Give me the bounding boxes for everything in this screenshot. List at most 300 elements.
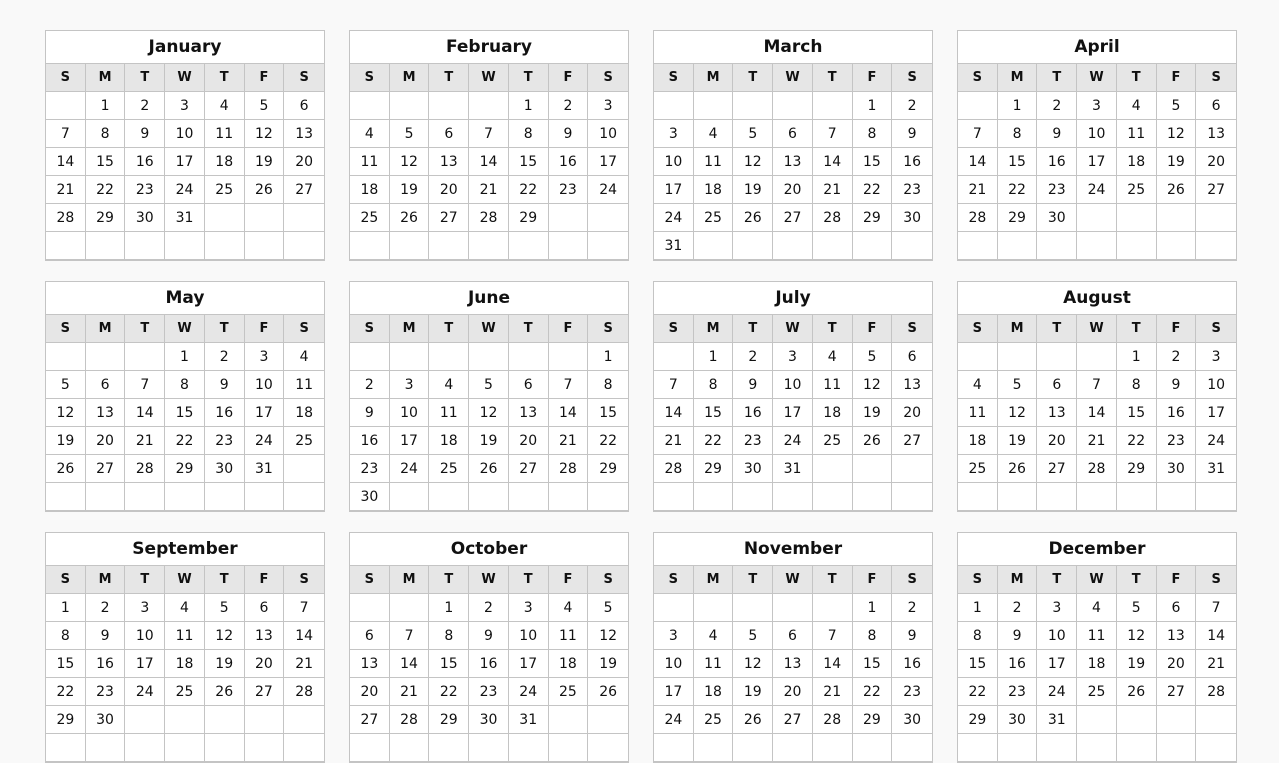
weekday-label: F [245, 315, 285, 343]
day-cell [165, 734, 205, 762]
day-cell: 7 [1077, 371, 1117, 399]
weekday-label: T [733, 64, 773, 92]
day-cell: 7 [469, 120, 509, 148]
weekday-label: W [165, 315, 205, 343]
day-cell [998, 232, 1038, 260]
day-cell [125, 232, 165, 260]
day-cell: 7 [46, 120, 86, 148]
day-cell [1196, 483, 1236, 511]
day-cell: 26 [245, 176, 285, 204]
month-january [45, 30, 325, 261]
day-cell: 23 [892, 678, 932, 706]
day-cell: 4 [350, 120, 390, 148]
day-cell: 30 [998, 706, 1038, 734]
day-cell: 20 [245, 650, 285, 678]
day-cell: 29 [853, 706, 893, 734]
week-row [46, 455, 324, 483]
day-cell [125, 734, 165, 762]
week-row [46, 483, 324, 511]
day-cell: 13 [350, 650, 390, 678]
day-cell: 8 [998, 120, 1038, 148]
weekday-label: S [654, 64, 694, 92]
weekday-label: T [1117, 315, 1157, 343]
day-cell [1077, 483, 1117, 511]
day-cell [813, 594, 853, 622]
day-cell: 25 [1077, 678, 1117, 706]
day-cell: 24 [509, 678, 549, 706]
day-cell: 26 [46, 455, 86, 483]
day-cell: 13 [429, 148, 469, 176]
day-cell: 6 [86, 371, 126, 399]
day-cell: 8 [958, 622, 998, 650]
day-cell: 9 [998, 622, 1038, 650]
day-cell: 11 [694, 650, 734, 678]
day-cell [813, 483, 853, 511]
day-cell: 16 [998, 650, 1038, 678]
day-cell [998, 483, 1038, 511]
day-cell: 1 [165, 343, 205, 371]
day-cell: 15 [958, 650, 998, 678]
day-cell [46, 232, 86, 260]
weekday-label: M [86, 64, 126, 92]
day-cell [958, 343, 998, 371]
day-cell: 29 [1117, 455, 1157, 483]
day-cell [165, 483, 205, 511]
day-cell: 4 [694, 120, 734, 148]
day-cell: 21 [549, 427, 589, 455]
day-cell [733, 734, 773, 762]
week-row [654, 148, 932, 176]
day-cell [853, 734, 893, 762]
weekday-label: S [958, 566, 998, 594]
day-cell: 27 [773, 204, 813, 232]
day-cell: 11 [694, 148, 734, 176]
day-cell [284, 483, 324, 511]
day-cell [46, 343, 86, 371]
weekday-label: M [86, 315, 126, 343]
week-row [350, 92, 628, 120]
day-cell [509, 343, 549, 371]
day-cell: 8 [165, 371, 205, 399]
day-cell: 14 [1196, 622, 1236, 650]
day-cell [1196, 204, 1236, 232]
month-november [653, 532, 933, 763]
day-cell: 24 [1077, 176, 1117, 204]
week-row [46, 120, 324, 148]
day-cell: 28 [390, 706, 430, 734]
day-cell: 28 [46, 204, 86, 232]
week-row [654, 650, 932, 678]
month-july [653, 281, 933, 512]
weekday-label: S [284, 566, 324, 594]
day-cell: 30 [469, 706, 509, 734]
day-cell [125, 706, 165, 734]
day-cell [853, 483, 893, 511]
week-row [350, 120, 628, 148]
day-cell: 15 [429, 650, 469, 678]
day-cell [350, 92, 390, 120]
weekday-label: S [654, 315, 694, 343]
day-cell: 4 [165, 594, 205, 622]
day-cell: 15 [46, 650, 86, 678]
day-cell: 12 [733, 148, 773, 176]
day-cell [853, 455, 893, 483]
day-cell: 25 [165, 678, 205, 706]
day-cell: 23 [86, 678, 126, 706]
day-cell: 10 [165, 120, 205, 148]
day-cell: 17 [245, 399, 285, 427]
day-cell: 2 [892, 92, 932, 120]
day-cell [1077, 734, 1117, 762]
day-cell: 22 [958, 678, 998, 706]
week-row [46, 92, 324, 120]
day-cell: 27 [429, 204, 469, 232]
week-row [654, 706, 932, 734]
day-cell: 17 [1077, 148, 1117, 176]
day-cell: 16 [892, 650, 932, 678]
day-cell: 22 [853, 678, 893, 706]
weekday-label: M [998, 64, 1038, 92]
day-cell [733, 92, 773, 120]
day-cell: 10 [125, 622, 165, 650]
day-cell [86, 483, 126, 511]
day-cell: 1 [853, 92, 893, 120]
weekday-label: F [853, 64, 893, 92]
month-title: June [350, 282, 628, 315]
weekday-label: F [1157, 315, 1197, 343]
day-cell: 11 [284, 371, 324, 399]
week-row [46, 148, 324, 176]
weekday-header [654, 315, 932, 343]
day-cell: 23 [350, 455, 390, 483]
day-cell [654, 92, 694, 120]
weekday-label: S [892, 64, 932, 92]
day-cell: 18 [429, 427, 469, 455]
week-row [350, 734, 628, 762]
weekday-label: T [733, 315, 773, 343]
day-cell: 28 [1196, 678, 1236, 706]
day-cell: 21 [1196, 650, 1236, 678]
weekday-label: S [958, 64, 998, 92]
day-cell: 16 [892, 148, 932, 176]
weekday-header [46, 566, 324, 594]
day-cell: 5 [853, 343, 893, 371]
weekday-label: S [1196, 64, 1236, 92]
week-row [958, 204, 1236, 232]
day-cell: 4 [549, 594, 589, 622]
day-cell: 14 [469, 148, 509, 176]
day-cell [694, 734, 734, 762]
day-cell [892, 455, 932, 483]
week-row [958, 371, 1236, 399]
day-cell: 25 [694, 706, 734, 734]
day-cell: 21 [813, 678, 853, 706]
day-cell: 16 [733, 399, 773, 427]
weekday-label: W [165, 64, 205, 92]
day-cell: 5 [733, 622, 773, 650]
day-cell: 13 [1196, 120, 1236, 148]
day-cell [694, 594, 734, 622]
day-cell: 23 [733, 427, 773, 455]
weekday-label: T [125, 566, 165, 594]
day-cell: 8 [853, 120, 893, 148]
day-cell: 20 [86, 427, 126, 455]
day-cell: 20 [1157, 650, 1197, 678]
day-cell: 18 [694, 176, 734, 204]
day-cell: 6 [509, 371, 549, 399]
day-cell: 6 [350, 622, 390, 650]
day-cell [549, 706, 589, 734]
day-cell: 4 [284, 343, 324, 371]
day-cell: 8 [1117, 371, 1157, 399]
day-cell: 22 [694, 427, 734, 455]
day-cell [733, 483, 773, 511]
weekday-header [958, 315, 1236, 343]
weekday-label: F [549, 566, 589, 594]
day-cell [390, 343, 430, 371]
day-cell: 26 [1117, 678, 1157, 706]
day-cell [853, 232, 893, 260]
weekday-label: F [853, 566, 893, 594]
day-cell: 12 [998, 399, 1038, 427]
day-cell: 15 [509, 148, 549, 176]
day-cell: 23 [205, 427, 245, 455]
weekday-label: T [1037, 566, 1077, 594]
day-cell [773, 483, 813, 511]
day-cell [245, 204, 285, 232]
day-cell: 16 [86, 650, 126, 678]
day-cell [205, 483, 245, 511]
day-cell: 26 [853, 427, 893, 455]
day-cell [205, 232, 245, 260]
day-cell: 13 [86, 399, 126, 427]
day-cell: 11 [1117, 120, 1157, 148]
day-cell: 2 [350, 371, 390, 399]
day-cell [245, 734, 285, 762]
day-cell [813, 232, 853, 260]
day-cell: 25 [813, 427, 853, 455]
day-cell: 18 [350, 176, 390, 204]
month-title: October [350, 533, 628, 566]
day-cell [390, 734, 430, 762]
week-row [350, 204, 628, 232]
day-cell: 24 [390, 455, 430, 483]
day-cell [549, 204, 589, 232]
day-cell: 7 [390, 622, 430, 650]
day-cell: 28 [125, 455, 165, 483]
week-row [654, 483, 932, 511]
day-cell: 21 [958, 176, 998, 204]
day-cell [125, 343, 165, 371]
week-row [350, 622, 628, 650]
day-cell: 13 [509, 399, 549, 427]
weekday-label: T [1117, 566, 1157, 594]
day-cell [1037, 483, 1077, 511]
day-cell: 19 [245, 148, 285, 176]
weekday-label: S [892, 315, 932, 343]
day-cell [773, 594, 813, 622]
day-cell: 18 [958, 427, 998, 455]
day-cell [469, 92, 509, 120]
day-cell [998, 343, 1038, 371]
weekday-label: M [694, 64, 734, 92]
day-cell: 23 [998, 678, 1038, 706]
day-cell: 29 [86, 204, 126, 232]
weekday-label: T [733, 566, 773, 594]
day-cell: 17 [1196, 399, 1236, 427]
day-cell: 4 [1077, 594, 1117, 622]
week-row [958, 232, 1236, 260]
day-cell: 17 [654, 678, 694, 706]
month-august [957, 281, 1237, 512]
day-cell [654, 343, 694, 371]
day-cell [469, 734, 509, 762]
weekday-label: T [205, 64, 245, 92]
month-september [45, 532, 325, 763]
day-cell: 14 [390, 650, 430, 678]
day-cell: 27 [892, 427, 932, 455]
day-cell: 5 [588, 594, 628, 622]
year-calendar [45, 30, 1237, 763]
weekday-label: S [892, 566, 932, 594]
week-row [958, 706, 1236, 734]
day-cell: 23 [1037, 176, 1077, 204]
day-cell [1037, 232, 1077, 260]
weekday-label: T [509, 315, 549, 343]
weekday-label: S [588, 64, 628, 92]
day-cell: 24 [654, 204, 694, 232]
day-cell: 25 [958, 455, 998, 483]
weekday-label: F [1157, 566, 1197, 594]
day-cell [1157, 706, 1197, 734]
day-cell [588, 232, 628, 260]
day-cell: 19 [998, 427, 1038, 455]
week-row [654, 371, 932, 399]
day-cell: 3 [654, 622, 694, 650]
day-cell: 5 [390, 120, 430, 148]
day-cell: 9 [86, 622, 126, 650]
day-cell: 27 [1157, 678, 1197, 706]
week-row [654, 120, 932, 148]
day-cell: 31 [654, 232, 694, 260]
weekday-label: S [284, 315, 324, 343]
day-cell: 7 [813, 120, 853, 148]
day-cell: 19 [733, 176, 773, 204]
day-cell [86, 232, 126, 260]
day-cell: 3 [245, 343, 285, 371]
day-cell: 28 [549, 455, 589, 483]
day-cell [773, 232, 813, 260]
weekday-header [654, 64, 932, 92]
week-row [46, 371, 324, 399]
day-cell [165, 706, 205, 734]
day-cell: 23 [1157, 427, 1197, 455]
day-cell [958, 92, 998, 120]
weekday-label: F [245, 566, 285, 594]
day-cell: 9 [125, 120, 165, 148]
day-cell: 14 [813, 650, 853, 678]
day-cell: 28 [284, 678, 324, 706]
day-cell: 25 [549, 678, 589, 706]
day-cell: 31 [1196, 455, 1236, 483]
day-cell: 5 [46, 371, 86, 399]
day-cell: 1 [588, 343, 628, 371]
day-cell: 15 [853, 148, 893, 176]
day-cell [892, 483, 932, 511]
day-cell: 25 [205, 176, 245, 204]
day-cell [733, 594, 773, 622]
day-cell: 17 [773, 399, 813, 427]
day-cell: 21 [390, 678, 430, 706]
day-cell [390, 483, 430, 511]
day-cell: 1 [46, 594, 86, 622]
day-cell: 15 [588, 399, 628, 427]
week-row [46, 706, 324, 734]
day-cell: 26 [733, 204, 773, 232]
week-row [46, 650, 324, 678]
day-cell: 5 [245, 92, 285, 120]
month-april [957, 30, 1237, 261]
day-cell [1077, 232, 1117, 260]
day-cell: 28 [958, 204, 998, 232]
day-cell: 20 [509, 427, 549, 455]
day-cell: 28 [1077, 455, 1117, 483]
week-row [350, 176, 628, 204]
day-cell [46, 92, 86, 120]
day-cell: 12 [205, 622, 245, 650]
day-cell: 6 [773, 622, 813, 650]
day-cell: 17 [165, 148, 205, 176]
day-cell: 12 [245, 120, 285, 148]
day-cell [46, 483, 86, 511]
weekday-label: T [125, 64, 165, 92]
day-cell: 12 [853, 371, 893, 399]
day-cell [284, 455, 324, 483]
week-row [958, 678, 1236, 706]
day-cell: 16 [1157, 399, 1197, 427]
day-cell: 18 [694, 678, 734, 706]
day-cell: 31 [245, 455, 285, 483]
day-cell: 17 [588, 148, 628, 176]
week-row [46, 204, 324, 232]
day-cell: 26 [205, 678, 245, 706]
weekday-label: T [813, 566, 853, 594]
day-cell: 16 [1037, 148, 1077, 176]
day-cell: 11 [350, 148, 390, 176]
weekday-label: S [1196, 566, 1236, 594]
day-cell: 22 [429, 678, 469, 706]
day-cell: 31 [509, 706, 549, 734]
day-cell: 9 [892, 622, 932, 650]
week-row [958, 399, 1236, 427]
day-cell: 6 [773, 120, 813, 148]
weekday-header [46, 64, 324, 92]
weekday-label: F [853, 315, 893, 343]
weekday-label: T [1117, 64, 1157, 92]
day-cell [429, 232, 469, 260]
day-cell: 11 [205, 120, 245, 148]
day-cell [694, 483, 734, 511]
day-cell: 10 [773, 371, 813, 399]
week-row [350, 678, 628, 706]
day-cell [469, 483, 509, 511]
day-cell: 10 [390, 399, 430, 427]
day-cell: 20 [350, 678, 390, 706]
week-row [46, 734, 324, 762]
day-cell [284, 204, 324, 232]
day-cell: 22 [1117, 427, 1157, 455]
day-cell: 7 [654, 371, 694, 399]
